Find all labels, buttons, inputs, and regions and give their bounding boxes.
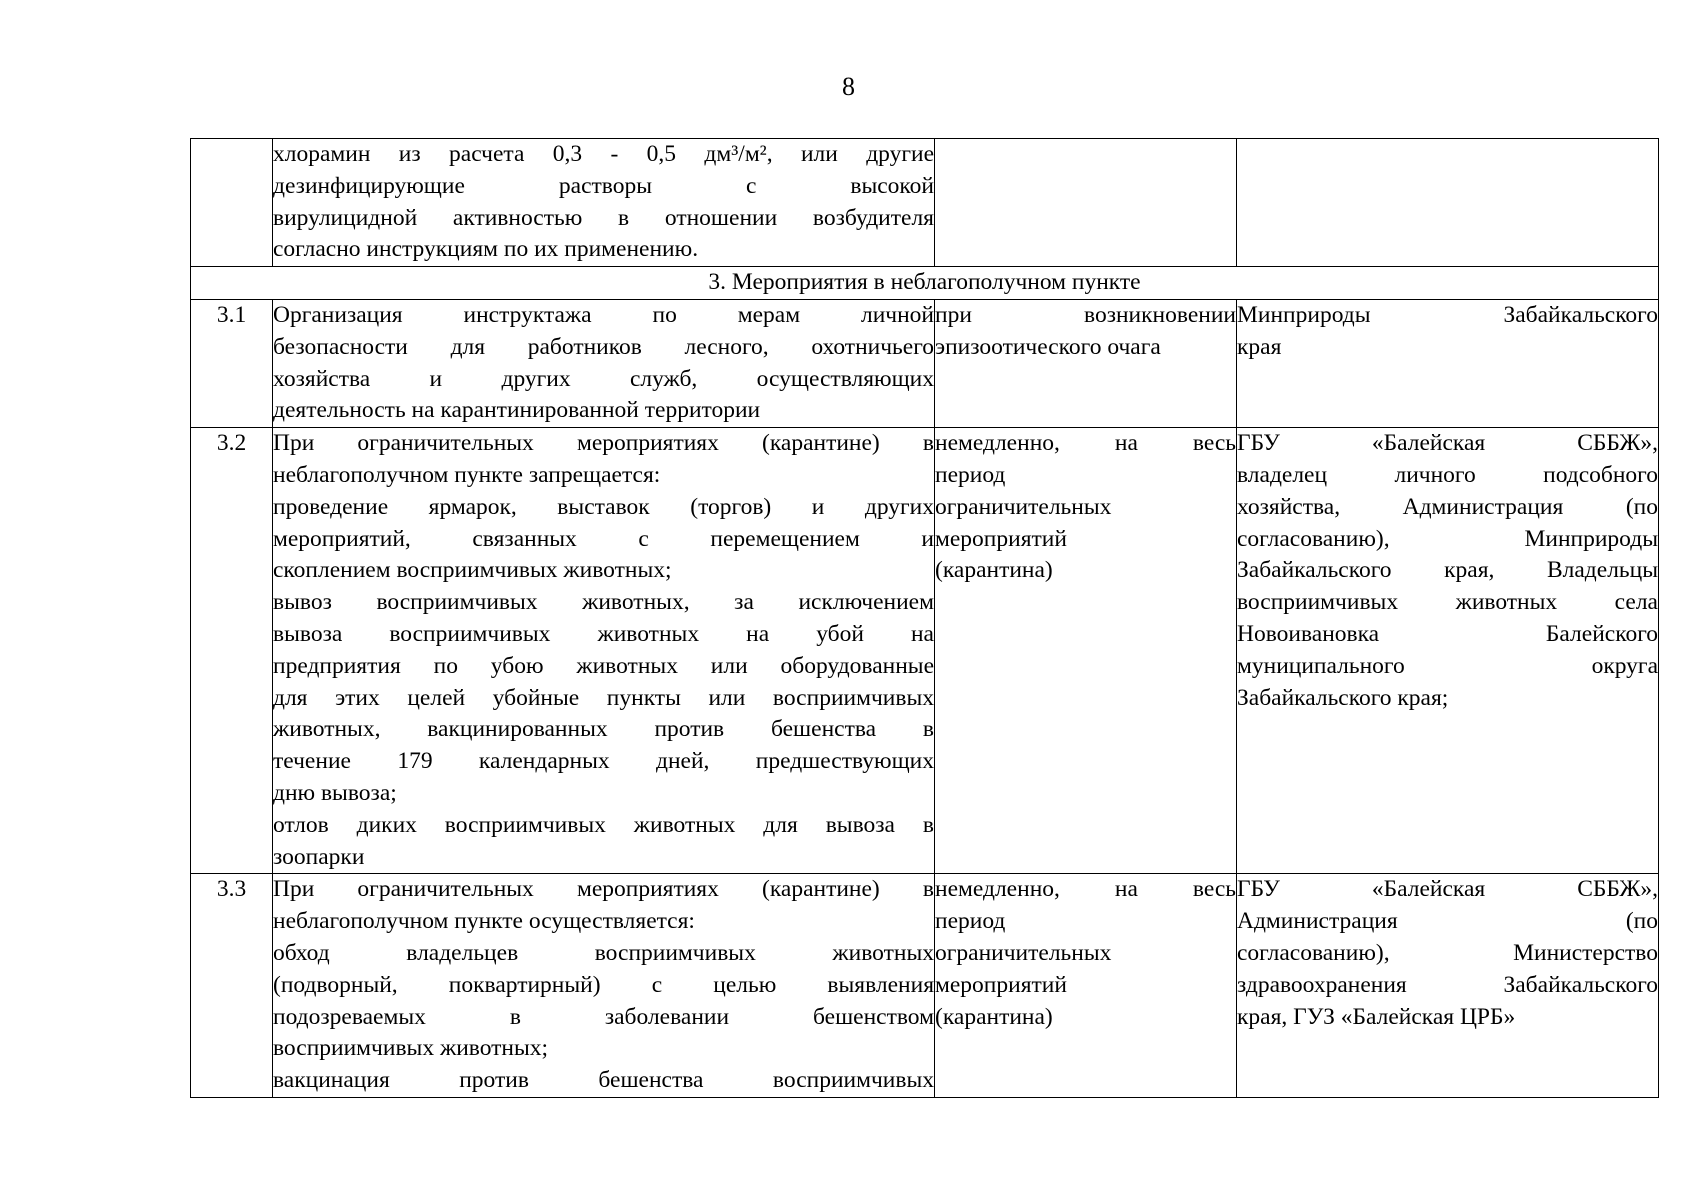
measures-line: дезинфицирующие растворы с высокой [273, 172, 934, 199]
measures-cell [273, 874, 935, 1098]
measures-line: Организация инструктажа по мерам личной [273, 301, 934, 328]
responsible-line: ГБУ «Балейская СББЖ», [1237, 430, 1658, 457]
responsible-cell [1237, 139, 1659, 267]
measures-line: обход владельцев восприимчивых животных [273, 939, 934, 966]
responsible-line: здравоохранения Забайкальского [1237, 971, 1658, 998]
timing-line: ограничительных [935, 493, 1112, 520]
measures-line: хлорамин из расчета 0,3 - 0,5 дм³/м², или другие [273, 141, 934, 167]
timing-cell [935, 428, 1237, 874]
responsible-line: ГБУ «Балейская СББЖ», [1237, 876, 1658, 903]
measures-line: подозреваемых в заболевании бешенством [273, 1003, 934, 1030]
measures-line: скоплением восприимчивых животных; [273, 557, 672, 584]
responsible-line: согласованию), Министерство [1237, 939, 1658, 966]
timing-line: при возникновении [935, 301, 1236, 328]
measures-line: дню вывоза; [273, 779, 397, 806]
measures-line: При ограничительных мероприятиях (карантине) в [273, 876, 934, 903]
measures-line: вакцинация против бешенства восприимчивых [273, 1067, 934, 1094]
measures-line: для этих целей убойные пункты или восприимчивых [273, 684, 934, 711]
measures-line: отлов диких восприимчивых животных для вывоза в [273, 811, 934, 838]
measures-line: течение 179 календарных дней, предшествующих [273, 748, 934, 775]
measures-line: животных, вакцинированных против бешенства в [273, 716, 934, 743]
responsible-line: Новоивановка Балейского [1237, 620, 1658, 647]
responsible-line: Забайкальского края; [1237, 684, 1449, 711]
timing-cell [935, 299, 1237, 427]
measures-line: неблагополучном пункте запрещается: [273, 461, 661, 488]
measures-line: При ограничительных мероприятиях (карантине) в [273, 430, 934, 457]
timing-line: эпизоотического очага [935, 333, 1161, 360]
measures-cell [273, 139, 935, 267]
timing-line: (карантина) [935, 557, 1053, 584]
measures-line: неблагополучном пункте осуществляется: [273, 908, 695, 935]
responsible-line: края [1237, 333, 1282, 360]
table-row-3-2 [191, 428, 1659, 874]
measures-table [190, 138, 1659, 1098]
timing-line: мероприятий [935, 525, 1067, 552]
measures-line: (подворный, поквартирный) с целью выявления [273, 971, 934, 998]
responsible-line: хозяйства, Администрация (по [1237, 493, 1658, 520]
measures-line: проведение ярмарок, выставок (торгов) и других [273, 493, 934, 520]
measures-line: хозяйства и других служб, осуществляющих [273, 365, 934, 392]
row-number: 3.1 [191, 299, 273, 427]
responsible-line: Администрация (по [1237, 908, 1658, 935]
measures-line: предприятия по убою животных или оборудованные [273, 652, 934, 679]
table-row-3-1 [191, 299, 1659, 427]
measures-line: восприимчивых животных; [273, 1035, 549, 1062]
responsible-line: владелец личного подсобного [1237, 461, 1658, 488]
responsible-line: Забайкальского края, Владельцы [1237, 557, 1658, 584]
timing-line: немедленно, на весь [935, 876, 1236, 903]
row-number: 3.2 [191, 428, 273, 874]
measures-line: вывоз восприимчивых животных, за исключением [273, 589, 934, 616]
table-row-3-3 [191, 874, 1659, 1098]
responsible-cell [1237, 874, 1659, 1098]
measures-cell [273, 428, 935, 874]
measures-line: зоопарки [273, 843, 365, 870]
timing-line: немедленно, на весь [935, 430, 1236, 457]
measures-line: вирулицидной активностью в отношении возбудителя [273, 204, 934, 231]
row-number: 3.3 [191, 874, 273, 1098]
responsible-line: Минприроды Забайкальского [1237, 301, 1658, 328]
measures-line: деятельность на карантинированной территории [273, 397, 761, 424]
measures-line: вывоза восприимчивых животных на убой на [273, 620, 934, 647]
measures-line: безопасности для работников лесного, охотничьего [273, 333, 934, 360]
timing-line: период [935, 461, 1006, 488]
responsible-line: муниципального округа [1237, 652, 1658, 679]
responsible-cell [1237, 299, 1659, 427]
timing-line: период [935, 908, 1006, 935]
timing-line: мероприятий [935, 971, 1067, 998]
table-row-continuation [191, 139, 1659, 267]
responsible-cell [1237, 428, 1659, 874]
measures-cell [273, 299, 935, 427]
responsible-line: края, ГУЗ «Балейская ЦРБ» [1237, 1003, 1516, 1030]
timing-line: ограничительных [935, 939, 1112, 966]
measures-line: согласно инструкциям по их применению. [273, 236, 699, 263]
responsible-line: согласованию), Минприроды [1237, 525, 1658, 552]
section-header-row [191, 267, 1659, 300]
responsible-line: восприимчивых животных села [1237, 589, 1658, 616]
timing-cell [935, 874, 1237, 1098]
row-number-cell [191, 139, 273, 267]
measures-line: мероприятий, связанных с перемещением и [273, 525, 934, 552]
section-header: 3. Мероприятия в неблагополучном пункте [191, 267, 1659, 300]
page-number: 8 [842, 72, 855, 101]
timing-line: (карантина) [935, 1003, 1053, 1030]
timing-cell [935, 139, 1237, 267]
